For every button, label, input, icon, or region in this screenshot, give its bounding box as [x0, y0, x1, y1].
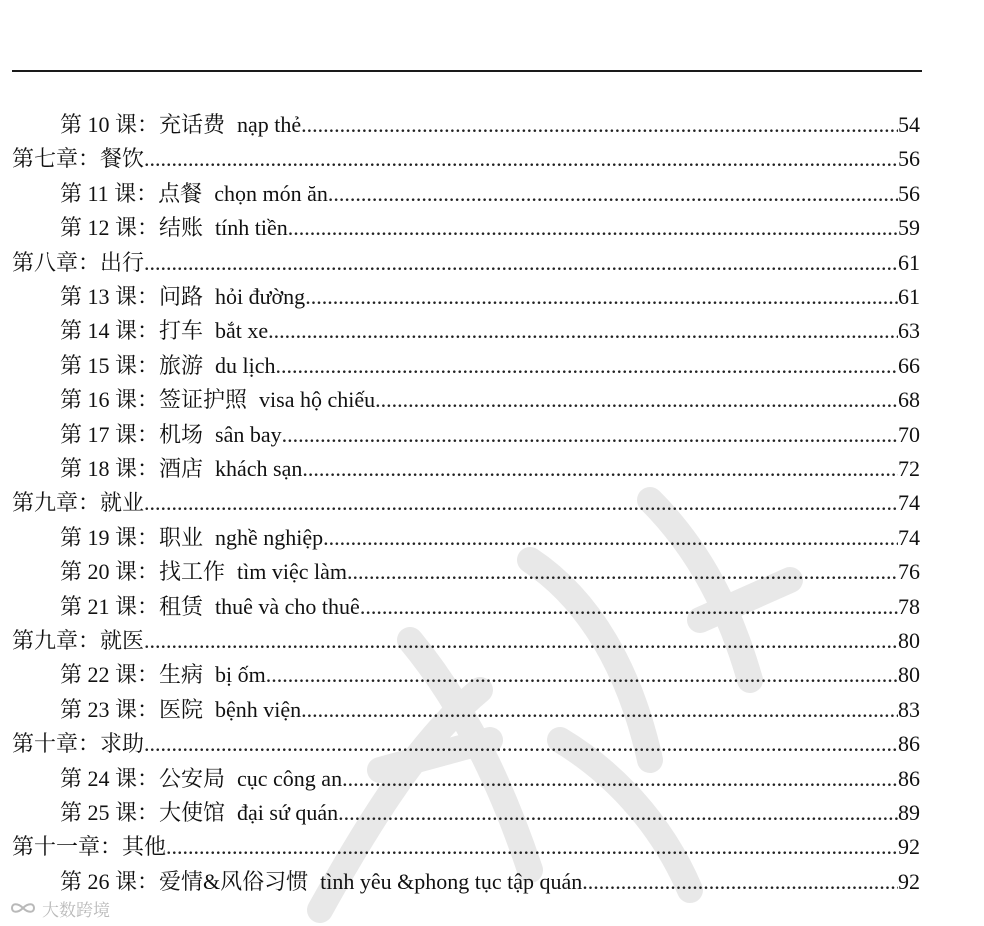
toc-entry-title [60, 865, 582, 899]
toc-lesson-row[interactable] [60, 314, 920, 348]
toc-entry-vietnamese: tìm việc làm [237, 559, 347, 584]
toc-lesson-row[interactable] [60, 762, 920, 796]
toc-entry-title [12, 142, 144, 176]
toc-entry-title [60, 211, 288, 245]
toc-page-number: 92 [898, 834, 920, 859]
toc-page-number: 76 [898, 559, 920, 584]
toc-entry-vietnamese: nạp thẻ [237, 112, 302, 137]
toc-lesson-row[interactable] [60, 108, 920, 142]
toc-lesson-row[interactable] [60, 693, 920, 727]
dot-leader [582, 865, 898, 899]
toc-entry-label: 第 24 课：公安局 [60, 766, 226, 791]
dot-leader [276, 349, 898, 383]
dot-leader [342, 762, 898, 796]
toc-lesson-row[interactable] [60, 555, 920, 589]
toc-entry-vietnamese: đại sứ quán [237, 800, 339, 825]
dot-leader [266, 658, 898, 692]
toc-entry-title [60, 280, 305, 314]
toc-entry-title [60, 452, 302, 486]
toc-entry-vietnamese: bệnh viện [215, 697, 302, 722]
toc-entry-title [60, 418, 282, 452]
dot-leader [328, 177, 898, 211]
infinity-logo-icon [8, 899, 38, 917]
toc-page-number: 80 [898, 662, 920, 687]
toc-entry-label: 第九章：就医 [12, 628, 145, 653]
dot-leader [301, 693, 898, 727]
toc-page-number: 92 [898, 869, 920, 894]
dot-leader [301, 108, 898, 142]
toc-entry-vietnamese: chọn món ăn [214, 181, 328, 206]
watermark-text: 大数跨境 [42, 900, 110, 921]
toc-page-number: 59 [898, 215, 920, 240]
toc-entry-label: 第 11 课：点餐 [60, 181, 203, 206]
toc-entry-vietnamese: thuê và cho thuê [215, 594, 360, 619]
toc-entry-title [60, 693, 301, 727]
toc-entry-title [60, 796, 338, 830]
toc-chapter-row[interactable] [12, 246, 920, 280]
toc-entry-title [12, 246, 144, 280]
toc-page-number: 74 [898, 525, 920, 550]
toc-entry-label: 第 15 课：旅游 [60, 353, 204, 378]
toc-entry-vietnamese: hỏi đường [215, 284, 306, 309]
toc-entry-title [60, 108, 301, 142]
toc-lesson-row[interactable] [60, 590, 920, 624]
toc-lesson-row[interactable] [60, 211, 920, 245]
toc-entry-vietnamese: sân bay [215, 422, 282, 447]
toc-entry-title [60, 383, 375, 417]
toc-page-number: 61 [898, 250, 920, 275]
toc-page-number: 80 [898, 628, 920, 653]
toc-entry-label: 第 12 课：结账 [60, 215, 204, 240]
toc-entry-label: 第 14 课：打车 [60, 318, 204, 343]
toc-entry-label: 第九章：就业 [12, 490, 145, 515]
toc-entry-title [60, 658, 266, 692]
toc-entry-label: 第 10 课：充话费 [60, 112, 226, 137]
watermark-logo [8, 896, 110, 920]
dot-leader [268, 314, 898, 348]
toc-entry-label: 第 26 课：爱情&风俗习惯 [60, 869, 309, 894]
toc-lesson-row[interactable] [60, 177, 920, 211]
toc-page-number: 70 [898, 422, 920, 447]
toc-entry-label: 第 22 课：生病 [60, 662, 204, 687]
toc-lesson-row[interactable] [60, 383, 920, 417]
toc-page-number: 86 [898, 731, 920, 756]
toc-entry-title [60, 349, 276, 383]
toc-entry-label: 第十章：求助 [12, 731, 145, 756]
toc-entry-vietnamese: tính tiền [215, 215, 288, 240]
toc-entry-title [12, 830, 166, 864]
toc-page-number: 68 [898, 387, 920, 412]
toc-entry-title [60, 314, 268, 348]
toc-page-number: 72 [898, 456, 920, 481]
toc-entry-title [60, 762, 342, 796]
dot-leader [144, 624, 898, 658]
dot-leader [360, 590, 898, 624]
toc-entry-label: 第 16 课：签证护照 [60, 387, 248, 412]
toc-entry-title [60, 177, 328, 211]
toc-page-number: 83 [898, 697, 920, 722]
toc-entry-label: 第 23 课：医院 [60, 697, 204, 722]
toc-page-number: 54 [898, 112, 920, 137]
toc-lesson-row[interactable] [60, 865, 920, 899]
toc-entry-label: 第 25 课：大使馆 [60, 800, 226, 825]
dot-leader [288, 211, 898, 245]
toc-lesson-row[interactable] [60, 658, 920, 692]
toc-chapter-row[interactable] [12, 486, 920, 520]
toc-page-number: 66 [898, 353, 920, 378]
toc-entry-label: 第八章：出行 [12, 250, 145, 275]
dot-leader [144, 246, 898, 280]
toc-page-number: 86 [898, 766, 920, 791]
dot-leader [144, 486, 898, 520]
toc-entry-label: 第七章：餐饮 [12, 146, 145, 171]
dot-leader [144, 142, 898, 176]
toc-page-number: 56 [898, 181, 920, 206]
toc-lesson-row[interactable] [60, 418, 920, 452]
toc-chapter-row[interactable] [12, 830, 920, 864]
toc-entry-title [60, 555, 347, 589]
toc-entry-title [60, 590, 360, 624]
toc-entry-label: 第 17 课：机场 [60, 422, 204, 447]
toc-entry-vietnamese: visa hộ chiếu [259, 387, 376, 412]
toc-entry-vietnamese: bị ốm [215, 662, 266, 687]
dot-leader [305, 280, 898, 314]
header-rule [12, 70, 922, 72]
toc-lesson-row[interactable] [60, 349, 920, 383]
toc-page-number: 63 [898, 318, 920, 343]
dot-leader [144, 727, 898, 761]
toc-entry-label: 第 21 课：租赁 [60, 594, 204, 619]
toc-lesson-row[interactable] [60, 521, 920, 555]
toc-entry-label: 第 18 课：酒店 [60, 456, 204, 481]
toc-entry-vietnamese: nghề nghiệp [215, 525, 324, 550]
toc-page-number: 61 [898, 284, 920, 309]
toc-entry-vietnamese: du lịch [215, 353, 276, 378]
toc-chapter-row[interactable] [12, 727, 920, 761]
toc-lesson-row[interactable] [60, 796, 920, 830]
toc-page-number: 74 [898, 490, 920, 515]
toc-entry-vietnamese: tình yêu &phong tục tập quán [320, 869, 583, 894]
toc-lesson-row[interactable] [60, 280, 920, 314]
toc-entry-label: 第 19 课：职业 [60, 525, 204, 550]
toc-chapter-row[interactable] [12, 624, 920, 658]
toc-chapter-row[interactable] [12, 142, 920, 176]
dot-leader [302, 452, 898, 486]
dot-leader [323, 521, 898, 555]
toc-entry-vietnamese: bắt xe [215, 318, 269, 343]
toc-entry-title [12, 727, 144, 761]
toc-entry-label: 第 20 课：找工作 [60, 559, 226, 584]
dot-leader [375, 383, 898, 417]
dot-leader [347, 555, 898, 589]
toc-lesson-row[interactable] [60, 452, 920, 486]
dot-leader [282, 418, 898, 452]
toc-entry-title [12, 624, 144, 658]
toc-page-number: 56 [898, 146, 920, 171]
toc-page-number: 78 [898, 594, 920, 619]
dot-leader [166, 830, 898, 864]
toc-page-number: 89 [898, 800, 920, 825]
toc-entry-label: 第十一章：其他 [12, 834, 167, 859]
dot-leader [338, 796, 898, 830]
toc-entry-title [12, 486, 144, 520]
toc-entry-label: 第 13 课：问路 [60, 284, 204, 309]
toc-entry-title [60, 521, 323, 555]
toc-entry-vietnamese: khách sạn [215, 456, 303, 481]
toc-entry-vietnamese: cục công an [237, 766, 343, 791]
